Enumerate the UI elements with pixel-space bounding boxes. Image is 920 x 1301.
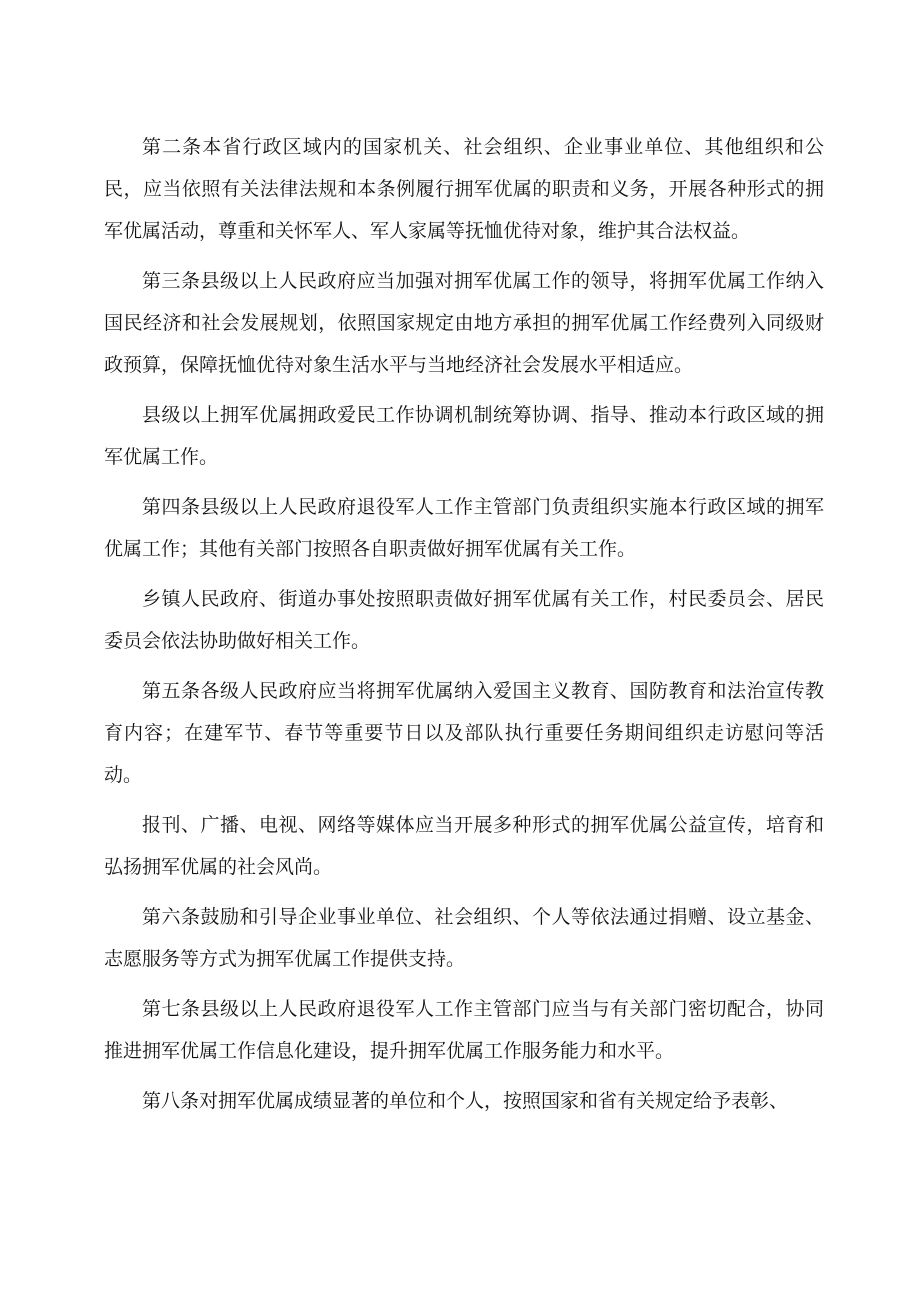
paragraph-article-5-media: 报刊、广播、电视、网络等媒体应当开展多种形式的拥军优属公益宣传，培育和弘扬拥军优属的社会风尚。 bbox=[104, 814, 824, 878]
paragraph-article-4: 第四条县级以上人民政府退役军人工作主管部门负责组织实施本行政区域的拥军优属工作；其他有关部门按照各自职责做好拥军优属有关工作。 bbox=[104, 496, 824, 560]
paragraph-article-6: 第六条鼓励和引导企业事业单位、社会组织、个人等依法通过捐赠、设立基金、志愿服务等方式为拥军优属工作提供支持。 bbox=[104, 906, 824, 970]
paragraph-article-7: 第七条县级以上人民政府退役军人工作主管部门应当与有关部门密切配合，协同推进拥军优属工作信息化建设，提升拥军优属工作服务能力和水平。 bbox=[104, 998, 824, 1062]
paragraph-article-2: 第二条本省行政区域内的国家机关、社会组织、企业事业单位、其他组织和公民，应当依照有关法律法规和本条例履行拥军优属的职责和义务，开展各种形式的拥军优属活动，尊重和关怀军人、军人家属等抚恤优待对象，维护其合法权益。 bbox=[104, 136, 824, 242]
paragraph-article-8: 第八条对拥军优属成绩显著的单位和个人，按照国家和省有关规定给予表彰、 bbox=[142, 1090, 789, 1112]
paragraph-article-3-coordination: 县级以上拥军优属拥政爱民工作协调机制统筹协调、指导、推动本行政区域的拥军优属工作。 bbox=[104, 404, 824, 468]
paragraph-article-5: 第五条各级人民政府应当将拥军优属纳入爱国主义教育、国防教育和法治宣传教育内容；在建军节、春节等重要节日以及部队执行重要任务期间组织走访慰问等活动。 bbox=[104, 680, 824, 786]
paragraph-article-4-township: 乡镇人民政府、街道办事处按照职责做好拥军优属有关工作，村民委员会、居民委员会依法协助做好相关工作。 bbox=[104, 588, 824, 652]
paragraph-article-3: 第三条县级以上人民政府应当加强对拥军优属工作的领导，将拥军优属工作纳入国民经济和社会发展规划，依照国家规定由地方承担的拥军优属工作经费列入同级财政预算，保障抚恤优待对象生活水平与当地经济社会发展水平相适应。 bbox=[104, 270, 824, 376]
document-body bbox=[104, 126, 824, 1130]
